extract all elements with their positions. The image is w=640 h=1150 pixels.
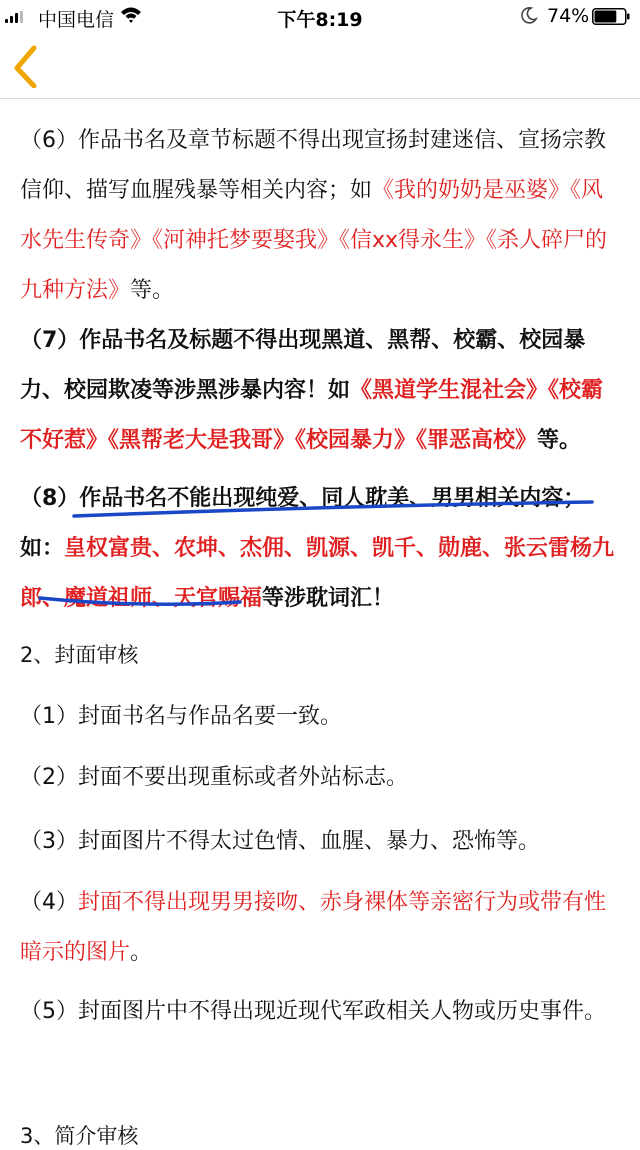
battery-icon	[592, 8, 630, 25]
article-content	[0, 98, 640, 1146]
item6-red-examples: 《我的奶奶是巫婆》《风水先生传奇》《河神托梦要娶我》《信xx得永生》《杀人碎尸的九种方法》	[20, 178, 608, 303]
cover-item-2: （2）封面不要出现重标或者外站标志。	[20, 765, 408, 790]
status-time: 下午8:19	[277, 9, 363, 31]
back-button[interactable]	[6, 44, 46, 88]
item8-suffix: 等涉耽词汇！	[262, 586, 395, 611]
paragraph-item-8	[20, 474, 616, 624]
paragraph-item-6	[20, 116, 616, 316]
cover4-prefix: （4）	[20, 890, 78, 915]
battery-percent: 74%	[547, 5, 590, 27]
paragraph-item-7	[20, 316, 616, 466]
status-bar	[0, 0, 640, 34]
item6-suffix: 等。	[130, 278, 175, 303]
item8-red-examples: 皇权富贵、农坤、杰佣、凯源、凯千、勋鹿、张云雷杨九郎、魔道祖师、天官赐福	[20, 536, 615, 611]
carrier-name: 中国电信	[38, 9, 115, 31]
chevron-left-icon	[6, 44, 46, 88]
cover-item-1: （1）封面书名与作品名要一致。	[20, 704, 342, 729]
item7-suffix: 等。	[537, 428, 582, 453]
cover-item-5: （5）封面图片中不得出现近现代军政相关人物或历史事件。	[20, 999, 606, 1024]
item8-text: （8）作品书名不能出现纯爱、同人耽美、男男相关内容；如：	[20, 486, 586, 561]
navigation-bar	[0, 34, 640, 99]
cover4-suffix: 。	[130, 940, 153, 965]
item7-red-examples: 《黑道学生混社会》《校霸不好惹》《黑帮老大是我哥》《校园暴力》《罪恶高校》	[20, 378, 604, 453]
item6-text: （6）作品书名及章节标题不得出现宣扬封建迷信、宣扬宗教信仰、描写血腥残暴等相关内容；如	[20, 128, 606, 203]
item7-text: （7）作品书名及标题不得出现黑道、黑帮、校霸、校园暴力、校园欺凌等涉黑涉暴内容！如	[20, 328, 586, 403]
do-not-disturb-moon-icon	[520, 6, 538, 24]
cover-item-3: （3）封面图片不得太过色情、血腥、暴力、恐怖等。	[20, 829, 540, 854]
cover-item-4	[20, 878, 616, 978]
cover4-red-text: 封面不得出现男男接吻、赤身裸体等亲密行为或带有性暗示的图片	[20, 890, 607, 965]
cover-review-heading: 2、封面审核	[20, 643, 139, 667]
intro-review-heading: 3、简介审核	[20, 1124, 139, 1148]
